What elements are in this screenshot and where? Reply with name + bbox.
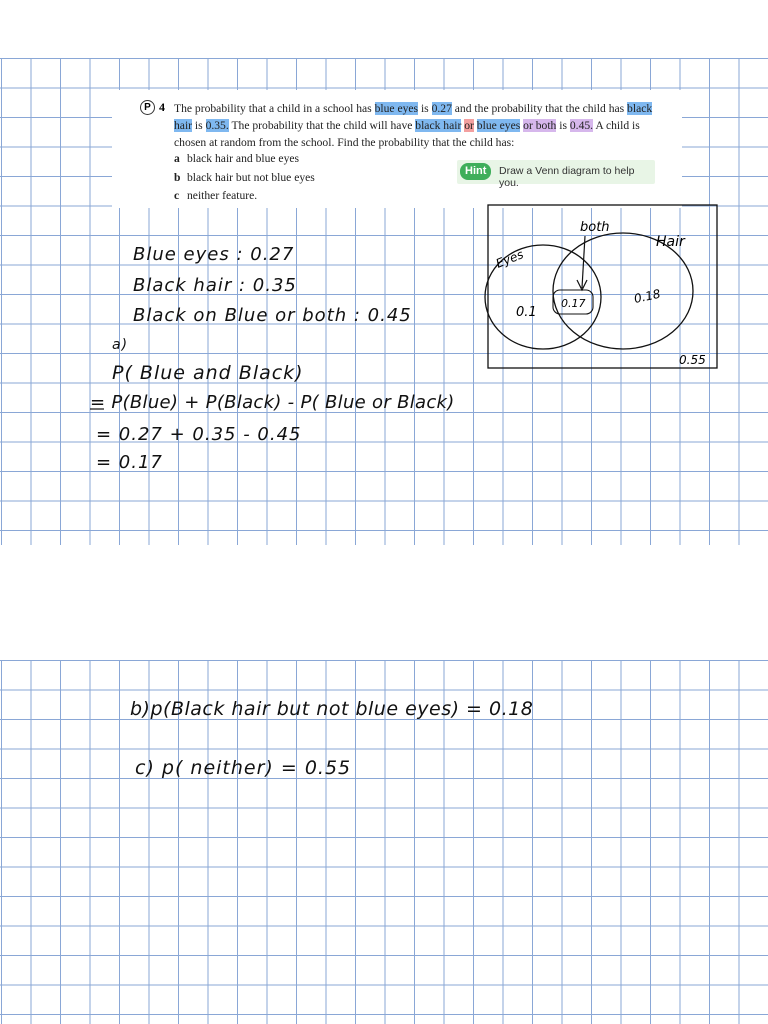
highlighted-phrase: black hair	[415, 119, 462, 132]
venn-value-intersection: 0.17	[561, 297, 586, 310]
venn-label-eyes: Eyes	[493, 247, 526, 271]
question-text-segment: is	[418, 102, 432, 115]
highlighted-phrase: or both	[523, 119, 557, 132]
question-number: 4	[159, 100, 165, 114]
part-c: c neither feature.	[174, 189, 258, 202]
problem-solving-badge: P	[140, 100, 155, 115]
hint-label: Hint	[460, 163, 491, 180]
a-line-4: = 0.17	[96, 452, 163, 473]
question-text-segment: The probability that a child in a school has	[174, 102, 375, 115]
highlighted-phrase: blue eyes	[476, 119, 521, 132]
highlighted-phrase: 0.35.	[205, 119, 229, 132]
part-a-label: a)	[112, 337, 129, 353]
venn-circle-hair	[553, 233, 693, 349]
question-text-segment: The probability that the child will have	[228, 119, 416, 132]
venn-value-eyes-only: 0.1	[516, 305, 537, 320]
note-black-or-blue: Black on Blue or both : 0.45	[133, 305, 412, 326]
question-text-segment: is	[556, 119, 570, 132]
highlighted-phrase: 0.27	[431, 102, 452, 115]
hint-text: Draw a Venn diagram to help you.	[499, 165, 635, 189]
question-text-segment: is	[192, 119, 206, 132]
venn-value-outside: 0.55	[679, 353, 706, 367]
highlighted-phrase: or	[464, 119, 474, 132]
note-black-hair: Black hair : 0.35	[133, 275, 297, 296]
question-text-segment: A child is chosen at random from the school. Find the probability that the child has:	[174, 119, 640, 149]
a-line-1: P( Blue and Black)	[112, 362, 304, 384]
a-line-2: = P(Blue) + P(Black) - P( Blue or Black)	[90, 392, 455, 413]
venn-label-both: both	[580, 220, 610, 235]
part-a: a black hair and blue eyes	[174, 152, 300, 165]
c-line: c) p( neither) = 0.55	[135, 757, 352, 779]
highlighted-phrase: 0.45.	[569, 119, 594, 132]
question-text-segment: and the probability that the child has	[451, 102, 628, 115]
part-b: b black hair but not blue eyes	[174, 170, 315, 184]
highlighted-phrase: blue eyes	[374, 102, 419, 115]
venn-value-hair-only: 0.18	[632, 286, 662, 306]
venn-label-hair: Hair	[656, 234, 685, 250]
b-line: b)p(Black hair but not blue eyes) = 0.18	[130, 698, 534, 720]
highlighted-phrase: black hair	[174, 102, 653, 132]
a-line-3: = 0.27 + 0.35 - 0.45	[96, 424, 302, 445]
note-blue-eyes: Blue eyes : 0.27	[133, 244, 295, 265]
